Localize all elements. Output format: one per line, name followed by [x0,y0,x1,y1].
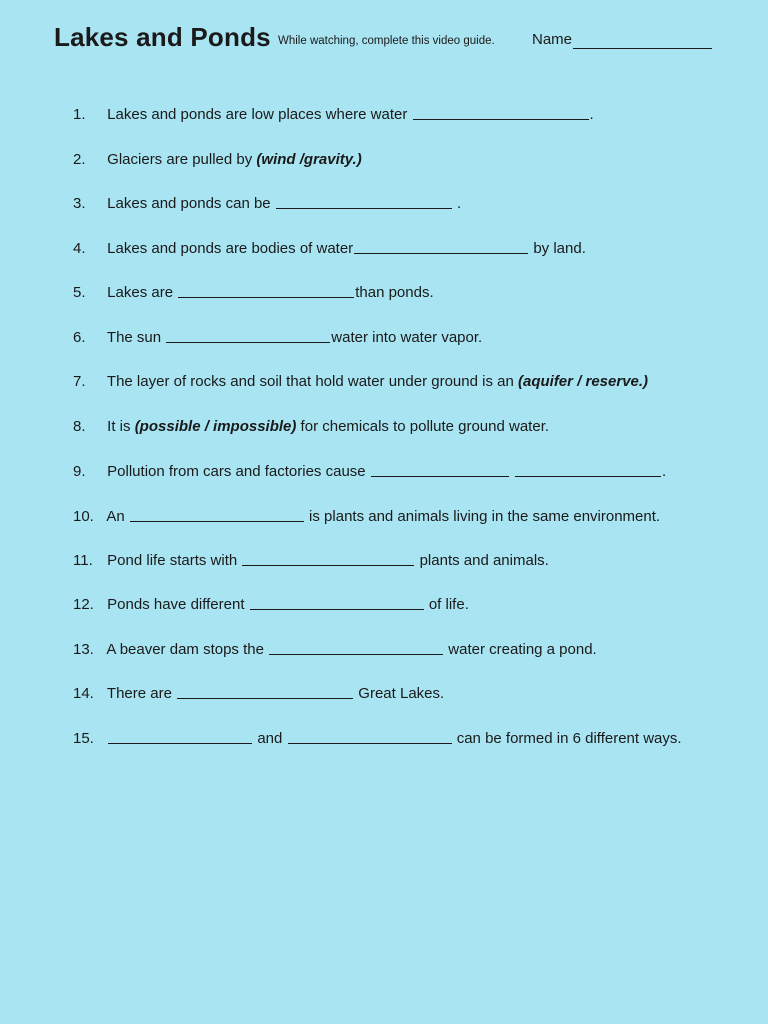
choice-options[interactable]: (aquifer / reserve.) [517,373,649,390]
answer-blank[interactable] [269,638,443,655]
question-7 [73,370,728,394]
question-number: 10. [73,508,94,525]
answer-blank[interactable] [242,549,414,566]
question-text-end: can be formed in 6 different ways. [456,730,682,747]
question-8 [73,415,728,439]
question-15 [73,727,728,751]
question-1 [73,103,728,127]
question-text-end: by land. [533,240,586,257]
question-text: An [106,508,125,525]
question-number: 1. [73,106,86,123]
question-12 [73,593,728,617]
question-text: Ponds have different [107,596,245,613]
question-text: Lakes and ponds are low places where water [107,106,408,123]
question-text: Lakes and ponds are bodies of water [107,240,354,257]
answer-blank[interactable] [413,103,589,120]
question-3 [73,192,728,216]
question-text-end: . [456,195,462,212]
question-14 [73,682,728,706]
answer-blank[interactable] [276,192,452,209]
question-text-end: plants and animals. [419,552,549,569]
question-number: 15. [73,730,94,747]
answer-blank[interactable] [177,682,353,699]
question-text: A beaver dam stops the [106,641,264,658]
question-number: 8. [73,418,86,435]
choice-options[interactable]: (wind /gravity.) [256,151,362,168]
question-number: 7. [73,373,86,390]
question-text: The sun [106,329,162,346]
question-text-end: Great Lakes. [358,685,445,702]
question-text-end: water creating a pond. [448,641,597,658]
answer-blank[interactable] [250,593,424,610]
question-text: There are [106,685,172,702]
question-text: It is [107,418,135,435]
question-number: 4. [73,240,86,257]
question-text-end: . [661,463,667,480]
worksheet-header [54,22,728,62]
answer-blank[interactable] [108,727,252,744]
question-2 [73,148,728,172]
answer-blank[interactable] [130,505,304,522]
question-6 [73,326,728,350]
question-text: Lakes are [107,284,174,301]
question-text-end: of life. [428,596,469,613]
question-number: 3. [73,195,86,212]
question-text-end: water into water vapor. [331,329,483,346]
question-text: The layer of rocks and soil that hold water under ground is an [106,373,518,390]
question-13 [73,638,728,662]
question-text: Pollution from cars and factories cause [107,463,366,480]
question-text-end: than ponds. [355,284,434,301]
choice-options[interactable]: (possible / impossible) [134,418,297,435]
question-number: 11. [73,552,93,569]
answer-blank[interactable] [166,326,330,343]
question-number: 6. [73,329,86,346]
question-number: 9. [73,463,86,480]
question-9 [73,460,728,484]
question-text-end: . [589,106,594,123]
question-number: 12. [73,596,94,613]
question-number: 2. [73,151,86,168]
question-number: 13. [73,641,94,658]
question-number: 14. [73,685,94,702]
page-title: Lakes and Ponds [54,22,271,52]
answer-blank[interactable] [178,281,354,298]
question-number: 5. [73,284,86,301]
question-text: Pond life starts with [107,552,238,569]
question-4 [73,237,728,261]
answer-blank[interactable] [354,237,528,254]
question-text: and [257,730,283,747]
instructions-text: While watching, complete this video guide. [278,35,495,47]
question-text: Glaciers are pulled by [107,151,257,168]
name-field[interactable] [573,48,712,49]
question-11 [73,549,728,573]
question-text-end: for chemicals to pollute ground water. [296,418,550,435]
question-5 [73,281,728,305]
answer-blank[interactable] [371,460,509,477]
name-label: Name [532,31,573,48]
question-text-end: is plants and animals living in the same environment. [309,508,661,525]
question-text: Lakes and ponds can be [107,195,271,212]
question-10 [73,505,728,529]
answer-blank[interactable] [288,727,452,744]
answer-blank[interactable] [515,460,661,477]
